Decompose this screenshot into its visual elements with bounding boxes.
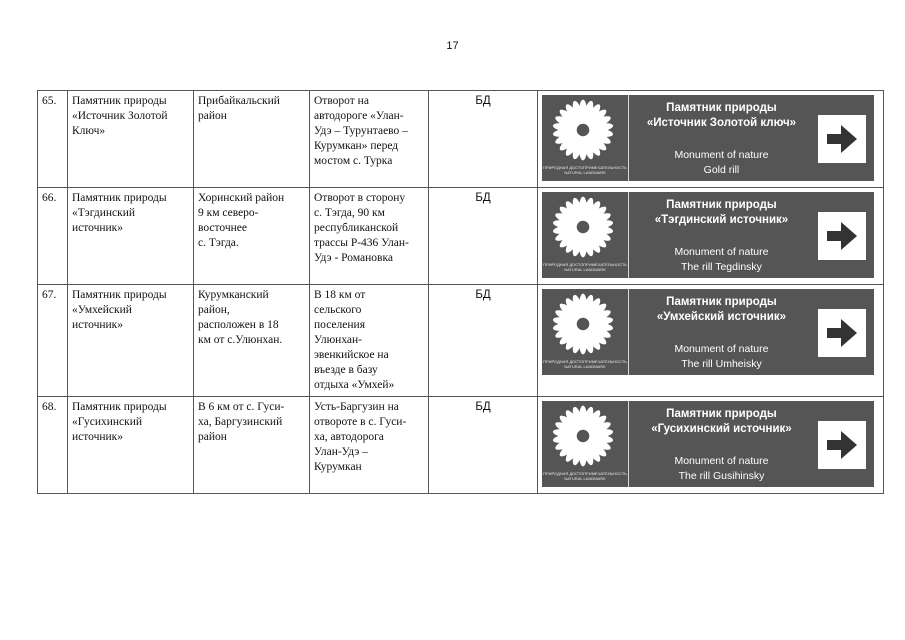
sign-title-ru [629, 295, 814, 325]
cell-text-line: автодороге «Улан- [314, 110, 404, 122]
sign-small-caption [543, 471, 627, 481]
cell-text-line: Ключ» [72, 125, 106, 137]
sign-title-en [629, 454, 814, 484]
flower-center [576, 317, 591, 332]
sign-emblem [542, 95, 629, 181]
sign-en-line-1: Monument of nature [674, 149, 769, 161]
cell-text-line: Памятник природы [72, 192, 167, 204]
cell-text-line: 9 км северо- [198, 207, 259, 219]
cell-text-line: В 6 км от с. Гуси- [198, 401, 285, 413]
cell-text-line: с. Тэгда, 90 км [314, 207, 385, 219]
cell-text-line: расположен в 18 [198, 319, 279, 331]
cell-text-line: км от с.Улюнхан. [198, 334, 283, 346]
sign-title-ru [629, 101, 814, 131]
cell-text-line: мостом с. Турка [314, 155, 393, 167]
cell-text-line: район [198, 431, 227, 443]
road-reference [310, 188, 429, 285]
road-sign [542, 95, 874, 181]
sign-text-block [629, 192, 814, 278]
cell-text-line: восточнее [198, 222, 247, 234]
sign-title-en [629, 148, 814, 178]
flower-center [576, 220, 591, 235]
sign-cell [538, 91, 884, 188]
cell-text-line: источник» [72, 319, 124, 331]
road-reference [310, 285, 429, 397]
object-name [68, 188, 194, 285]
cell-text-line: Удэ - Романовка [314, 252, 393, 264]
table-row [38, 188, 884, 285]
sign-ru-line-1: Памятник природы [666, 102, 777, 114]
arrow-right-icon [824, 218, 860, 254]
small-caption-line: NATURAL LANDMARK [564, 476, 606, 481]
sign-ru-line-2: «Источник Золотой ключ» [646, 117, 797, 129]
cell-text-line: Курумкан [314, 461, 362, 473]
page-number: 17 [446, 40, 459, 52]
cell-text-line: трассы Р-436 Улан- [314, 237, 409, 249]
road-reference [310, 397, 429, 494]
cell-text-line: «Гусихинский [72, 416, 143, 428]
arrow-box [818, 115, 866, 163]
sign-small-caption [543, 262, 627, 272]
sign-ru-line-2: «Тэгдинский источник» [654, 214, 789, 226]
arrow-box [818, 309, 866, 357]
sign-text-block [629, 401, 814, 487]
cell-text-line: поселения [314, 319, 365, 331]
row-number: 65. [38, 91, 68, 188]
row-number: 67. [38, 285, 68, 397]
cell-text-line: Хоринский район [198, 192, 285, 204]
sign-title-en [629, 342, 814, 372]
sign-cell [538, 397, 884, 494]
cell-text-line: «Тэгдинский [72, 207, 136, 219]
small-caption-line: ПРИРОДНАЯ ДОСТОПРИМЕЧАТЕЛЬНОСТЬ [543, 165, 627, 170]
object-location [194, 91, 310, 188]
cell-text-line: Курумканский [198, 289, 269, 301]
cell-text-line: эвенкийское на [314, 349, 389, 361]
sign-ru-line-1: Памятник природы [666, 408, 777, 420]
cell-text-line: Памятник природы [72, 401, 167, 413]
source-code: БД [429, 285, 538, 397]
road-sign [542, 401, 874, 487]
sign-ru-line-1: Памятник природы [666, 296, 777, 308]
flower-center [576, 123, 591, 138]
sign-title-en [629, 245, 814, 275]
cell-text-line: Усть-Баргузин на [314, 401, 399, 413]
cell-text-line: Прибайкальский [198, 95, 280, 107]
daisy-flower-icon [550, 403, 616, 469]
sign-direction [814, 192, 874, 278]
cell-text-line: В 18 км от [314, 289, 366, 301]
small-caption-line: NATURAL LANDMARK [564, 267, 606, 272]
sign-title-ru [629, 198, 814, 228]
object-name [68, 397, 194, 494]
small-caption-line: ПРИРОДНАЯ ДОСТОПРИМЕЧАТЕЛЬНОСТЬ [543, 471, 627, 476]
sign-cell [538, 285, 884, 397]
road-reference [310, 91, 429, 188]
cell-text-line: Улан-Удэ – [314, 446, 368, 458]
daisy-flower-icon [550, 291, 616, 357]
sign-emblem [542, 401, 629, 487]
table-body [38, 91, 884, 494]
sign-text-block [629, 289, 814, 375]
sign-en-line-2: Gold rill [703, 164, 740, 176]
cell-text-line: Удэ – Турунтаево – [314, 125, 408, 137]
arrow-right-icon [824, 315, 860, 351]
cell-text-line: с. Тэгда. [198, 237, 239, 249]
arrow-box [818, 212, 866, 260]
sign-direction [814, 289, 874, 375]
sign-text-block [629, 95, 814, 181]
landmark-sign-table [37, 90, 884, 494]
cell-text-line: «Умхейский [72, 304, 132, 316]
table-row [38, 285, 884, 397]
sign-en-line-1: Monument of nature [674, 246, 769, 258]
object-location [194, 397, 310, 494]
cell-text-line: сельского [314, 304, 362, 316]
small-caption-line: NATURAL LANDMARK [564, 170, 606, 175]
small-caption-line: ПРИРОДНАЯ ДОСТОПРИМЕЧАТЕЛЬНОСТЬ [543, 359, 627, 364]
cell-text-line: отдыха «Умхей» [314, 379, 395, 391]
cell-text-line: въезде в базу [314, 364, 378, 376]
sign-en-line-2: The rill Gusihinsky [678, 470, 765, 482]
cell-text-line: Улюнхан- [314, 334, 363, 346]
sign-small-caption [543, 359, 627, 369]
object-name [68, 91, 194, 188]
sign-ru-line-1: Памятник природы [666, 199, 777, 211]
cell-text-line: «Источник Золотой [72, 110, 168, 122]
object-location [194, 285, 310, 397]
object-name [68, 285, 194, 397]
sign-direction [814, 95, 874, 181]
small-caption-line: NATURAL LANDMARK [564, 364, 606, 369]
cell-text-line: Памятник природы [72, 289, 167, 301]
road-sign [542, 192, 874, 278]
sign-ru-line-2: «Гусихинский источник» [651, 423, 792, 435]
sign-title-ru [629, 407, 814, 437]
object-location [194, 188, 310, 285]
cell-text-line: Памятник природы [72, 95, 167, 107]
sign-small-caption [543, 165, 627, 175]
small-caption-line: ПРИРОДНАЯ ДОСТОПРИМЕЧАТЕЛЬНОСТЬ [543, 262, 627, 267]
daisy-flower-icon [550, 97, 616, 163]
table-row [38, 91, 884, 188]
arrow-right-icon [824, 427, 860, 463]
cell-text-line: район [198, 110, 227, 122]
arrow-box [818, 421, 866, 469]
cell-text-line: ха, автодорога [314, 431, 384, 443]
cell-text-line: Отворот в сторону [314, 192, 406, 204]
flower-center [576, 429, 591, 444]
sign-en-line-2: The rill Umheisky [681, 358, 762, 370]
sign-cell [538, 188, 884, 285]
sign-ru-line-2: «Умхейский источник» [656, 311, 786, 323]
cell-text-line: Отворот на [314, 95, 369, 107]
sign-en-line-1: Monument of nature [674, 455, 769, 467]
sign-en-line-2: The rill Tegdinsky [680, 261, 762, 273]
source-code: БД [429, 397, 538, 494]
cell-text-line: Курумкан» перед [314, 140, 399, 152]
cell-text-line: источник» [72, 222, 124, 234]
sign-direction [814, 401, 874, 487]
cell-text-line: источник» [72, 431, 124, 443]
source-code: БД [429, 188, 538, 285]
arrow-right-icon [824, 121, 860, 157]
cell-text-line: район, [198, 304, 230, 316]
row-number: 68. [38, 397, 68, 494]
sign-emblem [542, 289, 629, 375]
table-row [38, 397, 884, 494]
daisy-flower-icon [550, 194, 616, 260]
road-sign [542, 289, 874, 375]
sign-en-line-1: Monument of nature [674, 343, 769, 355]
cell-text-line: ха, Баргузинский [198, 416, 283, 428]
cell-text-line: республиканской [314, 222, 399, 234]
source-code: БД [429, 91, 538, 188]
sign-emblem [542, 192, 629, 278]
row-number: 66. [38, 188, 68, 285]
cell-text-line: отвороте в с. Гуси- [314, 416, 407, 428]
